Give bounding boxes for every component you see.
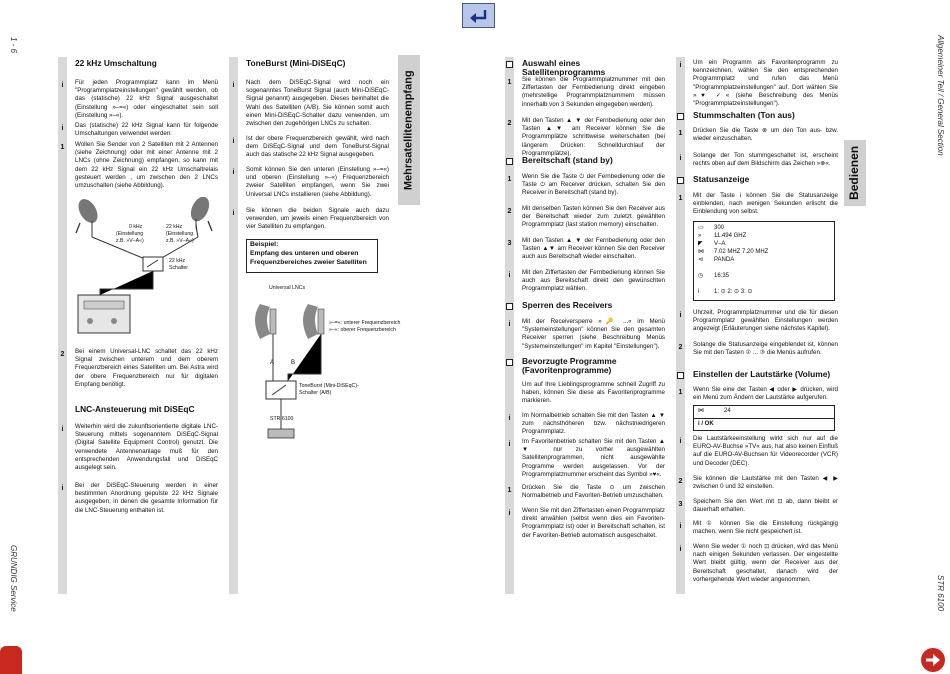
column-1	[58, 57, 218, 597]
info-marker: i	[679, 523, 682, 530]
label-upper-band: »–«: oberer Frequenzbereich	[329, 327, 396, 333]
info-marker: i	[679, 62, 682, 69]
label-str6100: STR 6100	[270, 416, 294, 422]
model-label: STR 6100	[936, 575, 945, 612]
info-marker: i	[679, 546, 682, 553]
corner-tab-left	[0, 646, 22, 674]
volume-divider	[694, 418, 834, 419]
paragraph: Mit ① können Sie die Einstellung rückgängig machen, wenn Sie nicht gespeichert ist.	[693, 520, 838, 536]
step-marker: 1	[507, 487, 512, 494]
step-marker: 1	[678, 389, 683, 396]
paragraph: Weiterhin wird die zukunftsorientierte digitale LNC-Steuerung mittels sogenanntem DiSEqC-Signal (Digital Satellite Equipment Control) genutzt. Die verwendete Antennenanlage muß für den entsprechenden Anwendungsfall und DiSEqC ausgelegt sein.	[75, 423, 218, 471]
status-info-icon: i	[698, 289, 700, 295]
heading-favoriten: Bevorzugte Programme	[522, 356, 617, 366]
paragraph: Mit der Receiversperre »🔑 ...« im Menü "Systemeinstellungen" können Sie den gesamten Receiver sperren (siehe Beschreibung Menüs "Systemeinstellungen" im Kapitel "Einstellungen").	[522, 318, 665, 350]
status-frequency: 11.494 GHZ	[714, 233, 747, 239]
paragraph: Uhrzeit, Programmplatznummer und die für diesen Programmplatz gewählten Einstellungen werden angezeigt (Erläuterungen siehe nächstes Kapitel).	[693, 309, 838, 333]
status-pol-icon: ◤	[698, 241, 703, 247]
status-name-icon: ⊲	[698, 257, 704, 263]
info-marker: i	[61, 485, 64, 492]
section-square-icon	[506, 359, 513, 366]
label-toneburst-switch2: Schalter (A/B)	[299, 390, 332, 396]
heading-auswahl: Auswahl eines Satellitenprogramms	[522, 58, 606, 78]
step-marker: 1	[678, 195, 683, 202]
label-0khz-sub2: z.B. »V–A«)	[116, 238, 144, 244]
step-marker: 2	[678, 344, 683, 351]
info-marker: i	[679, 155, 682, 162]
info-marker: i	[508, 510, 511, 517]
step-marker: 2	[60, 351, 65, 358]
heading-statusanzeige: Statusanzeige	[693, 174, 750, 184]
status-name: PANDA	[714, 257, 735, 263]
section-square-icon	[677, 113, 684, 120]
info-marker: i	[232, 138, 235, 145]
two-lnc-diagram	[246, 279, 386, 439]
clock-icon: ◷	[698, 273, 704, 279]
paragraph: Solange der Ton stummgeschaltet ist, erscheint rechts oben auf dem Bildschirm das Zeichen »⊗«.	[693, 152, 838, 168]
status-program: 300	[714, 225, 725, 231]
paragraph: Somit können Sie den unteren (Einstellung »–=«) und oberen (Einstellung »–«) Frequenzbereich zweier Satelliten empfangen, wenn Sie zwei Universal LNCs installieren (siehe Abbildung).	[246, 166, 389, 198]
label-lower-band: »–=«: unterer Frequenzbereich	[329, 320, 401, 326]
status-menus: 1: ⊙ 2: ⊙ 3: ⊙	[714, 289, 753, 295]
paragraph: Sie können die Programmplatznummer mit den Ziffertasten der Fernbedienung direkt eingeben (mehrstellige Programmplatznummern müssen innerhalb von 3 Sekunden eingegeben werden).	[522, 76, 665, 108]
info-marker: i	[508, 441, 511, 448]
paragraph: Solange die Statusanzeige eingeblendet ist, können Sie mit den Tasten ① ... ③ die Menüs aufrufen.	[693, 341, 838, 357]
two-antenna-diagram	[70, 197, 220, 337]
label-22khz-sub2: z.B. »V–A«)	[166, 238, 194, 244]
paragraph: Mit der Taste i können Sie die Statusanzeige einblenden, nach wenigen Sekunden erlischt die Einblendung von selbst.	[693, 192, 838, 216]
grundig-service-label: GRUNDIG Service	[9, 545, 18, 612]
step-marker: 1	[507, 176, 512, 183]
label-0khz-sub1: (Einstellung	[116, 231, 144, 237]
paragraph: Drücken Sie die Taste ⊗ um den Ton aus- bzw. wieder einzuschalten.	[693, 127, 838, 143]
back-button[interactable]	[462, 3, 495, 28]
info-marker: i	[508, 415, 511, 422]
status-icon: ▭	[698, 225, 704, 231]
paragraph: Wollen Sie Sender von 2 Satelliten mit 2 Antennen (siehe Zeichnung) oder mit einer Antenne mit 2 LNCs (ohne Zeichnung) empfangen, so kann mit dem 22 kHz Signal ein 22 kHz Umschaltrelais gesteuert werden , um zwischen den 2 LNCs umzuschalten (siehe Abbildung).	[75, 141, 218, 189]
next-page-button[interactable]	[921, 648, 945, 672]
step-marker: 1	[507, 79, 512, 86]
heading-lautstaerke: Einstellen der Lautstärke (Volume)	[693, 369, 831, 379]
info-marker: i	[61, 426, 64, 433]
label-22khz: 22 kHz	[166, 224, 183, 230]
paragraph: Bei der DiSEqC-Steuerung werden in einer bestimmten Anordnung gepulste 22 kHz Signale ausgegeben, in denen die gesamte Information für die LNC-Steuerung enthalten ist.	[75, 482, 218, 514]
paragraph: Drücken Sie die Taste ⊙ um zwischen Normalbetrieb und Favoriten-Betrieb umzuschalten.	[522, 484, 665, 500]
arrow-right-icon	[925, 653, 941, 667]
info-marker: i	[679, 312, 682, 319]
paragraph: Um auf Ihre Lieblingsprogramme schnell Zugriff zu haben, können Sie diese als Favoritenprogramme markieren.	[522, 381, 665, 405]
paragraph: Mit den Tasten ▲ ▼ der Fernbedienung oder den Tasten ▲▼ am Receiver können Sie die Programmplätze schrittweise weiterschalten (bei längerem Drücken: Schnelldurchlauf der Programmplätze).	[522, 117, 665, 157]
step-marker: 2	[507, 208, 512, 215]
volume-display	[693, 405, 835, 431]
label-0khz: 0 kHz	[129, 224, 143, 230]
paragraph: Wenn Sie eine der Tasten ◀ oder ▶ drücken, wird ein Menü zum Ändern der Lautstärke aufgerufen.	[693, 386, 838, 402]
status-audio-icon: ⋈	[698, 249, 704, 255]
paragraph: Für jeden Programmplatz kann im Menü "Programmplatzeinstellungen" gewählt werden, ob das (statische) 22 kHz Signal ausgeschaltet (Einstellung »–=«) oder eingeschaltet sein soll (Einstellung »–«).	[75, 79, 218, 119]
section-square-icon	[506, 158, 513, 165]
example-title: Beispiel:	[250, 241, 279, 248]
label-switch: 22 kHz	[169, 258, 186, 264]
example-subtitle: Empfang des unteren und oberen	[250, 249, 359, 257]
info-marker: i	[508, 272, 511, 279]
label-toneburst-switch: ToneBurst (Mini-DiSEqC)-	[299, 383, 359, 389]
section-square-icon	[677, 372, 684, 379]
heading-lnc-diseqc: LNC-Ansteuerung mit DiSEqC	[75, 404, 195, 414]
paragraph: Mit den Tasten ▲ ▼ der Fernbedienung oder den Tasten ▲▼ am Receiver können Sie den Receiver auch aus Bereitschaft wieder einschalten.	[522, 237, 665, 261]
heading-bereitschaft: Bereitschaft (stand by)	[522, 155, 613, 165]
info-marker: i	[61, 125, 64, 132]
paragraph: Die Lautstärkeeinstellung wirkt sich nur auf die EURO-AV-Buchse »TV« aus, hat also keinen Einfluß auf die EURO-AV-Buchsen für Videorecorder (VCR) und Decoder (DEC).	[693, 435, 838, 467]
step-marker: 2	[678, 478, 683, 485]
label-b: B	[291, 360, 296, 366]
paragraph: Wenn Sie mit den Ziffertasten einen Programmplatz direkt anwählen (selbst wenn dies ein Favoriten-Programmplatz ist) oder in Bereitschaft schalten, ist der Favoriten-Betrieb automatisch ausgeschaltet.	[522, 507, 665, 539]
column-2	[229, 57, 401, 597]
status-freq-icon: »	[698, 233, 702, 239]
status-audio: 7.02 MHZ 7.20 MHZ	[714, 249, 769, 255]
volume-ok: i / OK	[698, 421, 714, 427]
paragraph: Mit denselben Tasten können Sie den Receiver aus der Bereitschaft wieder zum zuletzt gewählten Programmplatz (last station memory) einschalten.	[522, 205, 665, 229]
heading-toneburst: ToneBurst (Mini-DiSEqC)	[246, 58, 346, 68]
back-arrow-icon	[468, 7, 490, 24]
volume-icon: ⋈	[698, 408, 704, 414]
label-universal-lncs: Universal LNCs	[269, 285, 306, 291]
status-polarization: V–A	[714, 241, 726, 247]
paragraph: Nach dem DiSEqC-Signal wird noch ein sogenanntes ToneBurst Signal (auch Mini-DiSEqC-Signal genannt) ausgegeben. Dieses beinhaltet die Wahl des Satelliten (A/B). Sie können somit auch einen Mini-DiSEqC-Schalter dazu verwenden, um zwischen den zugehörigen LNCs zu schalten.	[246, 79, 389, 127]
status-display	[693, 221, 835, 301]
paragraph: Wenn Sie die Taste ⏻ der Fernbedienung oder die Taste ⏻ am Receiver drücken, schalten Sie den Receiver in Bereitschaft (stand by).	[522, 173, 665, 197]
info-marker: i	[508, 321, 511, 328]
paragraph: Im Favoritenbetrieb schalten Sie mit den Tasten ▲ ▼ nur zu vorher ausgewählten Satellitenprogrammen, nicht ausgewählte Programme werden ausgelassen. Vor der Programmplatznummer erscheint das Symbol »♥«.	[522, 438, 665, 478]
heading-22khz: 22 kHz Umschaltung	[75, 58, 157, 68]
paragraph: Im Normalbetrieb schalten Sie mit den Tasten ▲ ▼ zum nächsthöheren bzw. nächstniedrigeren Programmplatz.	[522, 412, 665, 436]
column-3	[505, 57, 665, 597]
page-number: 1 - 6	[9, 37, 18, 54]
paragraph: Bei einem Universal-LNC schaltet das 22 kHz Signal zwischen unterem und dem oberem Frequenzbereich eines Satelliten um. Bei Astra wird der obere Frequenzbereich nur für digitalen Empfang benötigt.	[75, 348, 218, 388]
paragraph: Mit den Ziffertasten der Fernbedienung können Sie auch aus Bereitschaft direkt den gewünschten Programmplatz wählen.	[522, 269, 665, 293]
heading-sperren: Sperren des Receivers	[522, 300, 613, 310]
status-time: 16:35	[714, 273, 730, 279]
step-marker: 3	[507, 240, 512, 247]
heading-stummschalten: Stummschalten (Ton aus)	[693, 110, 795, 120]
example-title-box	[246, 239, 378, 273]
section-tab-bedienen: Bedienen	[844, 140, 866, 206]
step-marker: 3	[678, 501, 683, 508]
example-subtitle2: Frequenzbereiches zweier Satelliten	[250, 258, 367, 266]
paragraph: Um ein Programm als Favoritenprogramm zu kennzeichnen, wählen Sie den entsprechenden Programmplatz und rufen das Menü "Programmplatzeinstellungen" auf. Dort wählen Sie »♥ ✓« (siehe Beschreibung des Menüs "Programmplatzeinstellungen").	[693, 59, 838, 107]
label-switch2: Schalter	[169, 265, 189, 271]
info-marker: i	[679, 438, 682, 445]
label-a: A	[270, 360, 275, 366]
column-4	[676, 57, 838, 597]
paragraph: Ist der obere Frequenzbereich gewählt, wird nach dem DiSEqC-Signal und dem ToneBurst-Signal auch das statische 22 kHz Signal ausgegeben.	[246, 135, 389, 159]
info-marker: i	[232, 82, 235, 89]
info-marker: i	[232, 169, 235, 176]
heading-favoriten-sub: (Favoritenprogramme)	[522, 365, 612, 375]
section-tab-mehrsatellitenempfang: Mehrsatellitenempfang	[398, 55, 420, 205]
paragraph: Speichern Sie den Wert mit ⊡ ab, dann bleibt er dauerhaft erhalten.	[693, 498, 838, 514]
section-square-icon	[506, 61, 513, 68]
info-marker: i	[61, 82, 64, 89]
section-square-icon	[677, 177, 684, 184]
section-square-icon	[506, 303, 513, 310]
step-marker: 2	[507, 120, 512, 127]
paragraph: Sie können die Lautstärke mit den Tasten ◀ ▶ zwischen 0 und 32 einstellen.	[693, 475, 838, 491]
paragraph: Wenn Sie weder ① noch ⊡ drücken, wird das Menü nach einigen Sekunden verlassen. Der eingestellte Wert bleibt gültig, wenn der Receiver aus der Bereitschaft geschaltet, danach wird der vorhergehende Wert wieder angenommen.	[693, 543, 838, 583]
step-marker: 1	[678, 130, 683, 137]
paragraph: Sie können die beiden Signale auch dazu verwenden, um jeweils einen Frequenzbereich von vier Satelliten zu empfangen.	[246, 207, 389, 231]
section-title-right: Allgemeiner Teil / General Section	[936, 35, 945, 156]
volume-value: 24	[724, 408, 731, 414]
info-marker: i	[232, 210, 235, 217]
label-22khz-sub1: (Einstellung	[166, 231, 194, 237]
step-marker: 1	[60, 144, 65, 151]
paragraph: Das (statische) 22 kHz Signal kann für folgende Umschaltungen verwendet werden:	[75, 122, 218, 138]
